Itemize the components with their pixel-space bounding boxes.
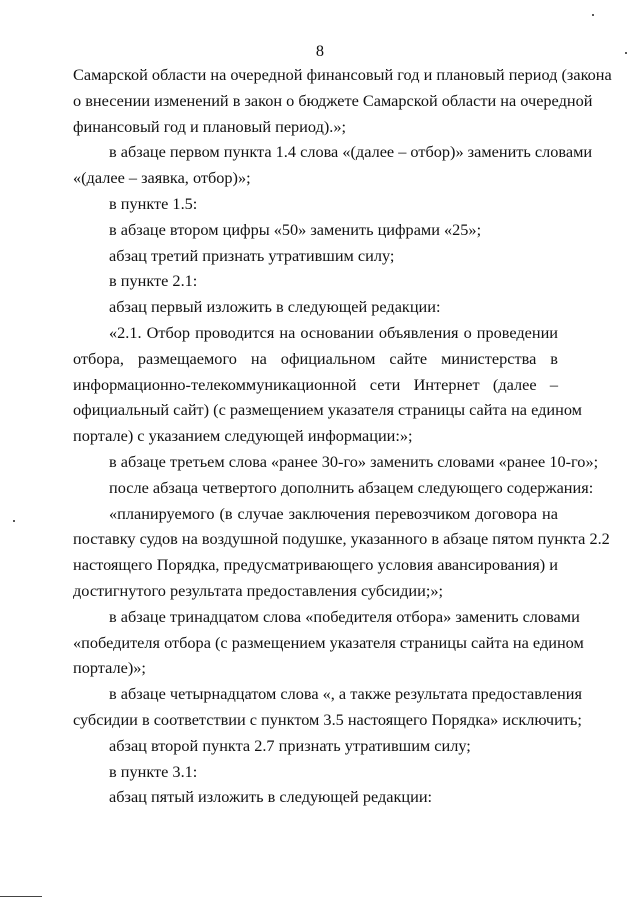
text-line: информационно-телекоммуникационной сети Интернет (далее – (73, 374, 558, 394)
text-line: абзац пятый изложить в следующей редакции: (109, 787, 433, 807)
page-number: 8 (315, 41, 325, 60)
text-line: субсидии в соответствии с пунктом 3.5 настоящего Порядка» исключить; (73, 710, 582, 729)
text-line: в пункте 2.1: (109, 271, 198, 291)
text-line: абзац третий признать утратившим силу; (109, 245, 395, 265)
text-line: о внесении изменений в закон о бюджете Самарской области на очередной (73, 90, 593, 110)
text-line: после абзаца четвертого дополнить абзацем следующего содержания: (109, 477, 594, 497)
text-line: в пункте 3.1: (109, 761, 198, 781)
text-line: в абзаце третьем слова «ранее 30-го» заменить словами «ранее 10-го»; (109, 452, 599, 471)
text-line: в абзаце втором цифры «50» заменить цифрами «25»; (109, 219, 482, 239)
text-line: абзац второй пункта 2.7 признать утратившим силу; (109, 735, 471, 755)
scan-speck (592, 14, 594, 16)
text-line: финансовый год и плановый период).»; (73, 116, 347, 136)
text-line: «планируемого (в случае заключения перевозчиком договора на (109, 503, 558, 523)
text-line: «2.1. Отбор проводится на основании объявления о проведении (109, 323, 558, 342)
text-line: портале)»; (73, 658, 146, 678)
scan-speck (13, 520, 15, 522)
text-line: портале) с указанием следующей информации:»; (73, 426, 413, 446)
text-line: Самарской области на очередной финансовый год и плановый период (закона (73, 65, 612, 84)
text-line: официальный сайт) (с размещением указателя страницы сайта на едином (73, 400, 582, 420)
text-line: в абзаце четырнадцатом слова «, а также результата предоставления (109, 684, 582, 704)
text-line: достигнутого результата предоставления субсидии;»; (73, 581, 444, 600)
text-line: «(далее – заявка, отбор)»; (73, 168, 251, 188)
text-line: абзац первый изложить в следующей редакции: (109, 297, 441, 317)
text-line: в абзаце первом пункта 1.4 слова «(далее – отбор)» заменить словами (109, 142, 593, 162)
text-line: настоящего Порядка, предусматривающего условия авансирования) и (73, 555, 558, 575)
text-line: поставку судов на воздушной подушке, указанного в абзаце пятом пункта 2.2 (73, 529, 610, 549)
scan-edge-line (0, 896, 42, 897)
text-line: в пункте 1.5: (109, 194, 198, 213)
scan-speck (625, 52, 627, 54)
text-line: в абзаце тринадцатом слова «победителя отбора» заменить словами (109, 606, 580, 626)
text-line: отбора, размещаемого на официальном сайте министерства в (73, 348, 558, 368)
text-line: «победителя отбора (с размещением указателя страницы сайта на едином (73, 632, 584, 652)
